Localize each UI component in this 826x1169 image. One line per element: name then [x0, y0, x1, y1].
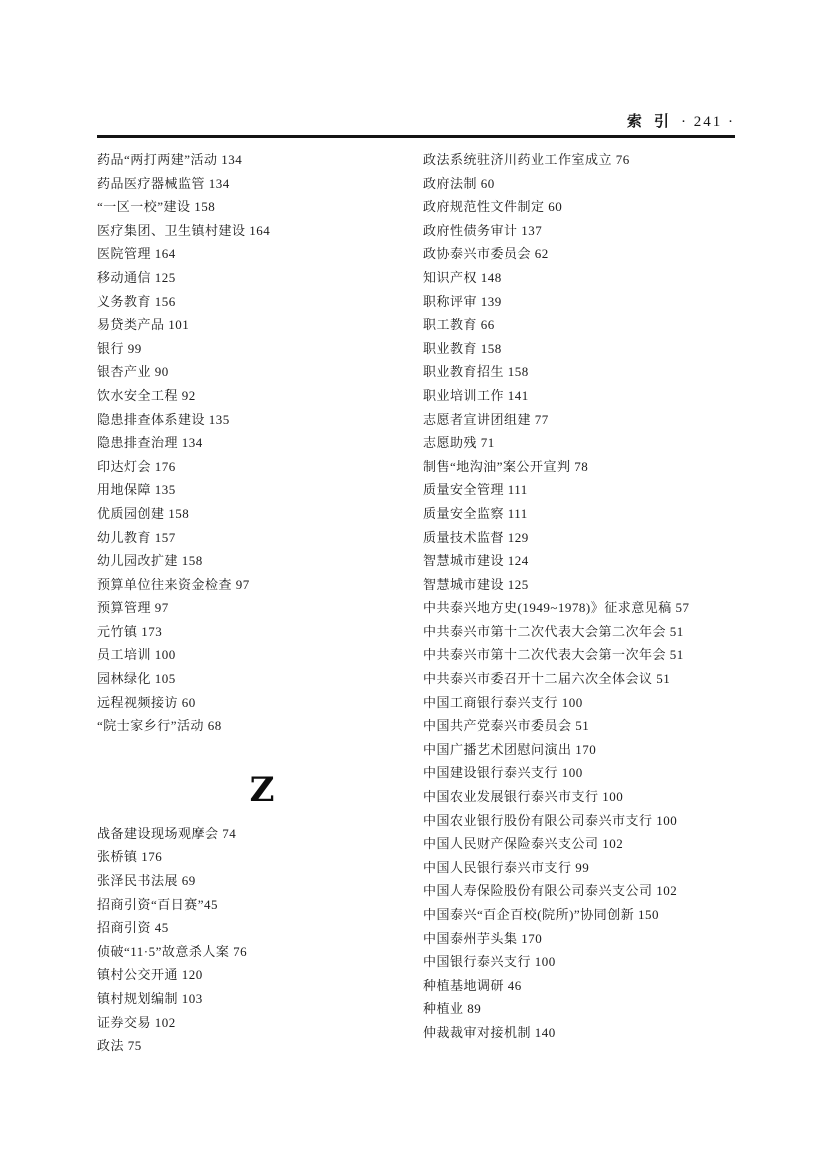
- index-entry: 银杏产业 90: [97, 364, 169, 380]
- index-entry: 张泽民书法展 69: [97, 873, 196, 889]
- index-entry: 中国人民财产保险泰兴支公司 102: [423, 836, 624, 852]
- index-entry: 中国广播艺术团慰问演出 170: [423, 741, 597, 757]
- index-entry: 镇村公交开通 120: [97, 967, 203, 983]
- index-entry: 预算单位往来资金检查 97: [97, 576, 250, 592]
- index-entry: 银行 99: [97, 340, 142, 356]
- index-entry: 中共泰兴市第十二次代表大会第一次年会 51: [423, 647, 684, 663]
- index-entry: 质量安全管理 111: [423, 482, 528, 498]
- index-entry: 政府性债务审计 137: [423, 222, 543, 238]
- left-column: [97, 148, 427, 1058]
- right-column: [423, 148, 753, 1045]
- index-entry: 招商引资 45: [97, 920, 169, 936]
- section-letter-z: Z: [249, 769, 275, 810]
- index-entry: 医疗集团、卫生镇村建设 164: [97, 222, 271, 238]
- index-entry: 中国泰州芋头集 170: [423, 930, 543, 946]
- index-entry: 中国农业银行股份有限公司泰兴市支行 100: [423, 812, 678, 828]
- index-entry: 质量安全监察 111: [423, 505, 528, 521]
- index-entry: 职工教育 66: [423, 317, 495, 333]
- index-entry: 中共泰兴市第十二次代表大会第二次年会 51: [423, 623, 684, 639]
- index-entry: 移动通信 125: [97, 269, 176, 285]
- index-entry: 药品“两打两建”活动 134: [97, 152, 243, 167]
- index-entry: 元竹镇 173: [97, 623, 163, 639]
- index-entry: 志愿助残 71: [423, 435, 495, 451]
- index-entry: 中国人民银行泰兴市支行 99: [423, 859, 590, 875]
- index-entry: 中国建设银行泰兴支行 100: [423, 765, 583, 781]
- index-entry: 饮水安全工程 92: [97, 387, 196, 403]
- index-entry: 易贷类产品 101: [97, 317, 190, 333]
- index-entry: 中国工商银行泰兴支行 100: [423, 694, 583, 710]
- index-entry: 政府法制 60: [423, 175, 495, 191]
- index-entry: 战备建设现场观摩会 74: [97, 825, 237, 841]
- index-entry: 园林绿化 105: [97, 671, 176, 687]
- index-entry: 政法 75: [97, 1038, 142, 1054]
- index-entry: 预算管理 97: [97, 600, 169, 616]
- index-entry: 质量技术监督 129: [423, 529, 529, 545]
- index-entry: “院士家乡行”活动 68: [97, 718, 222, 734]
- page-number: · 241 ·: [681, 114, 735, 130]
- index-entry: “一区一校”建设 158: [97, 199, 216, 215]
- index-entry: 志愿者宣讲团组建 77: [423, 411, 549, 427]
- header-rule: [97, 135, 735, 138]
- index-title: 索 引: [626, 113, 673, 130]
- index-entry: 种植业 89: [423, 1001, 482, 1017]
- index-entry: 中国农业发展银行泰兴市支行 100: [423, 789, 624, 805]
- index-entry: 中国银行泰兴支行 100: [423, 954, 556, 970]
- index-entry: 职业教育招生 158: [423, 364, 529, 380]
- index-entry: 隐患排查治理 134: [97, 435, 203, 451]
- index-entry: 智慧城市建设 125: [423, 576, 529, 592]
- index-entry: 职称评审 139: [423, 293, 502, 309]
- index-entry: 职业教育 158: [423, 340, 502, 356]
- index-entry: 中国泰兴“百企百校(院所)”协同创新 150: [423, 907, 659, 922]
- index-entry: 镇村规划编制 103: [97, 991, 203, 1006]
- index-entry: 政协泰兴市委员会 62: [423, 246, 549, 262]
- index-entry: 中共泰兴地方史(1949~1978)》征求意见稿 57: [423, 600, 690, 616]
- index-entry: 药品医疗器械监管 134: [97, 175, 230, 191]
- index-entry: 政府规范性文件制定 60: [423, 199, 563, 215]
- index-entry: 智慧城市建设 124: [423, 553, 529, 569]
- index-entry: 中共泰兴市委召开十二届六次全体会议 51: [423, 671, 671, 687]
- index-entry: 优质园创建 158: [97, 505, 190, 521]
- entries-right: [423, 148, 753, 1045]
- page-header: [97, 110, 735, 134]
- index-entry: 招商引资“百日赛”45: [97, 896, 219, 912]
- index-entry: 隐患排查体系建设 135: [97, 411, 230, 427]
- index-entry: 用地保障 135: [97, 482, 176, 498]
- index-entry: 远程视频接访 60: [97, 694, 196, 710]
- index-entry: 幼儿教育 157: [97, 529, 176, 545]
- index-entry: 职业培训工作 141: [423, 387, 529, 403]
- index-entry: 仲裁裁审对接机制 140: [423, 1024, 556, 1040]
- index-entry: 中国共产党泰兴市委员会 51: [423, 718, 590, 734]
- index-entry: 幼儿园改扩建 158: [97, 553, 203, 569]
- index-entry: 张桥镇 176: [97, 849, 163, 865]
- index-entry: 医院管理 164: [97, 246, 176, 262]
- index-entry: 制售“地沟油”案公开宣判 78: [423, 458, 589, 474]
- entries-after-z: [97, 822, 427, 1058]
- index-entry: 证券交易 102: [97, 1014, 176, 1030]
- index-entry: 印达灯会 176: [97, 458, 176, 474]
- index-entry: 侦破“11·5”故意杀人案 76: [97, 943, 248, 959]
- index-entry: 员工培训 100: [97, 647, 176, 663]
- index-entry: 政法系统驻济川药业工作室成立 76: [423, 152, 630, 167]
- index-entry: 义务教育 156: [97, 293, 176, 309]
- index-entry: 知识产权 148: [423, 269, 502, 285]
- index-entry: 中国人寿保险股份有限公司泰兴支公司 102: [423, 883, 678, 899]
- index-entry: 种植基地调研 46: [423, 977, 522, 993]
- entries-before-z: [97, 148, 427, 738]
